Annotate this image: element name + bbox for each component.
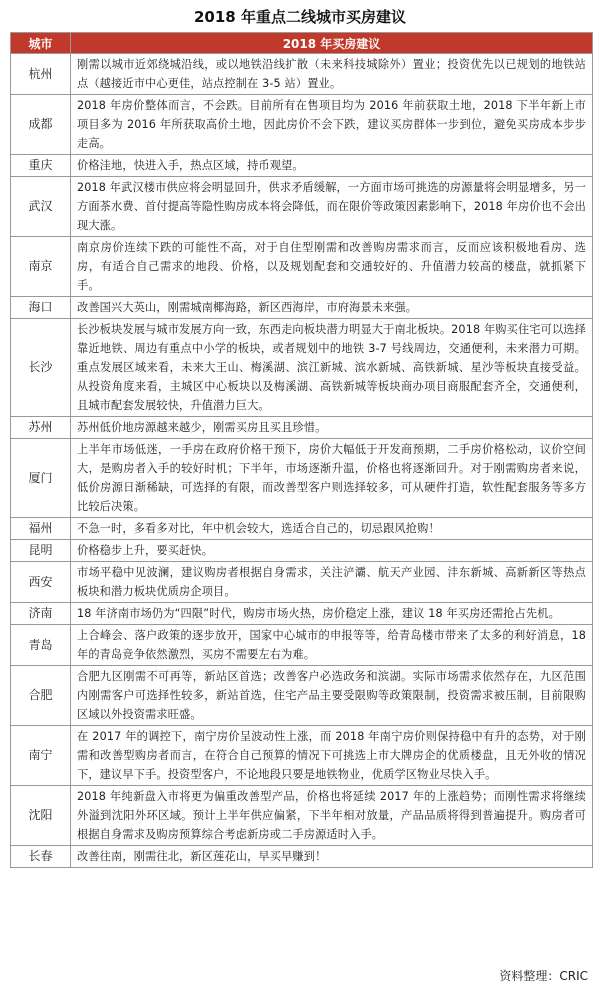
advice-cell: 18 年济南市场仍为“四限”时代，购房市场火热，房价稳定上涨，建议 18 年买房还需抢占先机。 xyxy=(71,603,593,625)
advice-cell: 价格洼地，快进入手，热点区域，持币观望。 xyxy=(71,155,593,177)
city-cell: 长春 xyxy=(11,846,71,868)
city-cell: 厦门 xyxy=(11,439,71,518)
table-row xyxy=(11,726,593,786)
table-row xyxy=(11,666,593,726)
table-row xyxy=(11,846,593,868)
city-cell: 长沙 xyxy=(11,319,71,417)
advice-cell: 2018 年纯新盘入市将更为偏重改善型产品，价格也将延续 2017 年的上涨趋势；而刚性需求将继续外溢到沈阳外环区域。预计上半年供应偏紧，下半年相对放量，产品品质将得到普遍提升。购房者可根据自身需求及购房预算综合考虑新房或二手房源适时入手。 xyxy=(71,786,593,846)
advice-table xyxy=(10,32,593,868)
city-cell: 合肥 xyxy=(11,666,71,726)
city-cell: 沈阳 xyxy=(11,786,71,846)
city-cell: 西安 xyxy=(11,562,71,603)
source-note: 资料整理：CRIC xyxy=(499,969,588,983)
city-cell: 杭州 xyxy=(11,54,71,95)
advice-cell: 苏州低价地房源越来越少，刚需买房且买且珍惜。 xyxy=(71,417,593,439)
city-cell: 南宁 xyxy=(11,726,71,786)
table-row xyxy=(11,417,593,439)
table-row xyxy=(11,177,593,237)
table-row xyxy=(11,625,593,666)
city-cell: 海口 xyxy=(11,297,71,319)
city-cell: 苏州 xyxy=(11,417,71,439)
header-advice: 2018 年买房建议 xyxy=(71,33,593,54)
table-row xyxy=(11,319,593,417)
city-cell: 昆明 xyxy=(11,540,71,562)
table-row xyxy=(11,95,593,155)
advice-cell: 不急一时，多看多对比，年中机会较大，选适合自己的，切忌跟风抢购！ xyxy=(71,518,593,540)
city-cell: 成都 xyxy=(11,95,71,155)
table-row xyxy=(11,562,593,603)
advice-cell: 市场平稳中见波澜，建议购房者根据自身需求，关注浐灞、航天产业园、沣东新城、高新新区等热点板块和潜力板块优质房企项目。 xyxy=(71,562,593,603)
advice-cell: 改善往南，刚需往北，新区莲花山，早买早赚到！ xyxy=(71,846,593,868)
table-row xyxy=(11,603,593,625)
city-cell: 济南 xyxy=(11,603,71,625)
advice-cell: 上半年市场低迷，一手房在政府价格干预下，房价大幅低于开发商预期，二手房价格松动，议价空间大，是购房者入手的较好时机；下半年，市场逐渐升温，价格也将逐渐回升。对于刚需购房者来说，低价房源日渐稀缺，可选择的有限，而改善型客户则选择较多，可从硬件打造，软性配套服务等多方比较后决策。 xyxy=(71,439,593,518)
advice-cell: 改善国兴大英山，刚需城南椰海路，新区西海岸，市府海景未来强。 xyxy=(71,297,593,319)
table-row xyxy=(11,54,593,95)
city-cell: 青岛 xyxy=(11,625,71,666)
advice-cell: 合肥九区刚需不可再等，新站区首选；改善客户必选政务和滨湖。实际市场需求依然存在，九区范围内刚需客户可选择性较多，新站首选，住宅产品主要受限购等政策限制，投资需求被压制，目前限购区域以外投资需求旺盛。 xyxy=(71,666,593,726)
table-row xyxy=(11,540,593,562)
advice-cell: 2018 年房价整体而言，不会跌。目前所有在售项目均为 2016 年前获取土地，2018 下半年新上市项目多为 2016 年所获取高价土地，因此房价不会下跌，建议买房群体一步到位，避免买房成本步步走高。 xyxy=(71,95,593,155)
advice-cell: 刚需以城市近郊绕城沿线，或以地铁沿线扩散（未来科技城除外）置业；投资优先以已规划的地铁站点（越接近市中心更佳，站点控制在 3-5 站）置业。 xyxy=(71,54,593,95)
advice-cell: 长沙板块发展与城市发展方向一致，东西走向板块潜力明显大于南北板块。2018 年购买住宅可以选择靠近地铁、周边有重点中小学的板块，或者规划中的地铁 3-7 号线周边，交通便利，未来潜力可期。重点发展区域来看，未来大王山、梅溪湖、滨江新城、滨水新城、高铁新城、星沙等板块直接受益。从投资角度来看，主城区中心板块以及梅溪湖、高铁新城等板块商办项目商服配套齐全，交通便利，且城市配套发展较快，升值潜力巨大。 xyxy=(71,319,593,417)
table-row xyxy=(11,155,593,177)
city-cell: 南京 xyxy=(11,237,71,297)
table-row xyxy=(11,439,593,518)
table-row xyxy=(11,237,593,297)
advice-cell: 南京房价连续下跌的可能性不高，对于自住型刚需和改善购房需求而言，反而应该积极地看房、选房，有适合自己需求的地段、价格，以及规划配套和交通较好的、升值潜力较高的楼盘，就抓紧下手。 xyxy=(71,237,593,297)
city-cell: 福州 xyxy=(11,518,71,540)
advice-cell: 2018 年武汉楼市供应将会明显回升，供求矛盾缓解，一方面市场可挑选的房源量将会明显增多，另一方面茶水费、首付提高等隐性购房成本将会降低，而在限价等政策因素影响下，2018 年房价也不会出现大涨。 xyxy=(71,177,593,237)
city-cell: 武汉 xyxy=(11,177,71,237)
table-row xyxy=(11,518,593,540)
table-row xyxy=(11,786,593,846)
advice-cell: 价格稳步上升，要买赶快。 xyxy=(71,540,593,562)
header-city: 城市 xyxy=(11,33,71,54)
advice-cell: 在 2017 年的调控下，南宁房价呈波动性上涨，而 2018 年南宁房价则保持稳中有升的态势，对于刚需和改善型购房者而言，在符合自己预算的情况下可挑选上市大牌房企的优质楼盘，且无外收的情况下，建议早下手。投资型客户，不论地段只要是地铁物业，优质学区物业尽快入手。 xyxy=(71,726,593,786)
table-row xyxy=(11,297,593,319)
advice-cell: 上合峰会、落户政策的逐步放开，国家中心城市的申报等等，给青岛楼市带来了太多的利好消息，18 年的青岛竞争依然激烈，买房不需要左右为难。 xyxy=(71,625,593,666)
city-cell: 重庆 xyxy=(11,155,71,177)
page-title: 2018 年重点二线城市买房建议 xyxy=(194,8,406,26)
table-header-row xyxy=(11,33,593,54)
